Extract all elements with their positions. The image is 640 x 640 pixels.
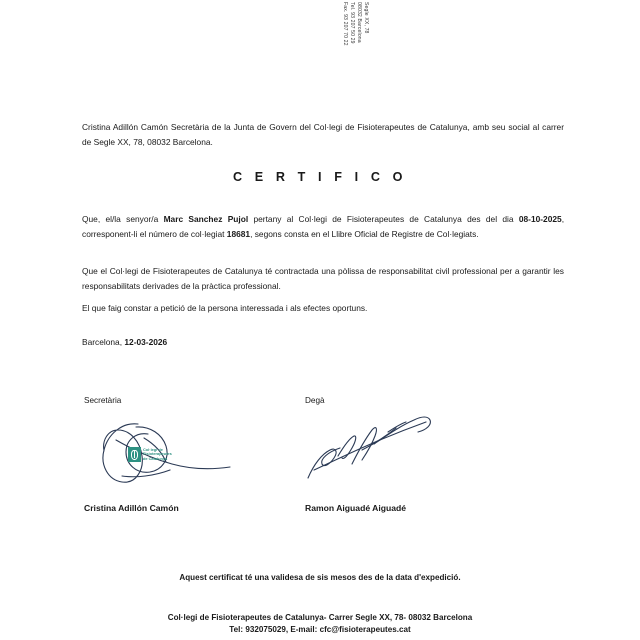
signature-role-dean: Degà	[305, 396, 325, 405]
letterhead-contact	[342, 2, 355, 46]
signatory-name-secretary: Cristina Adillón Camón	[84, 503, 179, 513]
letterhead-address-line-1: Segle XX, 78	[363, 2, 369, 34]
seal-text	[143, 448, 172, 462]
signature-role-secretary: Secretària	[84, 396, 122, 405]
certification-paragraph-purpose: El que faig constar a petició de la persona interessada i als efectes oportuns.	[82, 303, 368, 313]
letterhead-telephone: Tel. 93 207 50 29	[349, 2, 355, 44]
letterhead-address-line-2: 08032 Barcelona	[356, 2, 363, 43]
member-name: Marc Sanchez Pujol	[163, 214, 249, 224]
paragraph-1-tail: , segons consta en el Llibre Oficial de Registre de Col·legiats.	[250, 228, 479, 239]
signatory-name-dean: Ramon Aiguadé Aiguadé	[305, 503, 407, 513]
document-title: C E R T I F I C O	[232, 170, 408, 184]
certification-paragraph-insurance: Que el Col·legi de Fisioterapeutes de Catalunya té contractada una pòlissa de responsabilitat civil professional per a garantir les responsabilitats derivades de la pràctica professional.	[82, 266, 564, 291]
issuer-statement: Cristina Adillón Camón Secretària de la Junta de Govern del Col·legi de Fisioterapeutes de Catalunya, amb seu social al carrer de Segle XX, 78, 08032 Barcelona.	[82, 122, 564, 147]
seal-emblem-icon	[128, 447, 141, 462]
footer-address: Col·legi de Fisioterapeutes de Catalunya- Carrer Segle XX, 78- 08032 Barcelona	[167, 613, 473, 622]
paragraph-1-prefix: Que, el/la senyor/a	[82, 214, 164, 224]
validity-note: Aquest certificat té una validesa de sis mesos des de la data d'expedició.	[179, 573, 461, 582]
seal-line-2: Fisioterapeutes	[143, 451, 172, 457]
paragraph-1-after-name: pertany al Col·legi de Fisioterapeutes de Catalunya des del dia	[248, 214, 519, 224]
dateline	[82, 337, 167, 347]
handwritten-signature-dean	[300, 410, 440, 488]
paragraph-1-middle: , corresponent-li el número de col·legiat	[82, 214, 565, 239]
letterhead-fax: Fax. 93 207 70 22	[342, 2, 349, 46]
certification-paragraph-membership	[82, 212, 564, 241]
letterhead-block	[303, 0, 383, 56]
letterhead-address	[356, 2, 369, 43]
member-number: 18681	[226, 228, 251, 239]
seal-line-3: de Catalunya	[143, 455, 168, 461]
page-footer	[0, 612, 640, 635]
dateline-city: Barcelona,	[82, 337, 125, 347]
footer-contact: Tel: 932075029, E-mail: cfc@fisioterapeutes.cat	[229, 624, 411, 634]
dateline-date: 12-03-2026	[124, 337, 168, 347]
seal-line-1: Col·legi de	[143, 446, 163, 452]
registration-date: 08-10-2025	[518, 214, 562, 224]
official-seal	[128, 447, 172, 462]
